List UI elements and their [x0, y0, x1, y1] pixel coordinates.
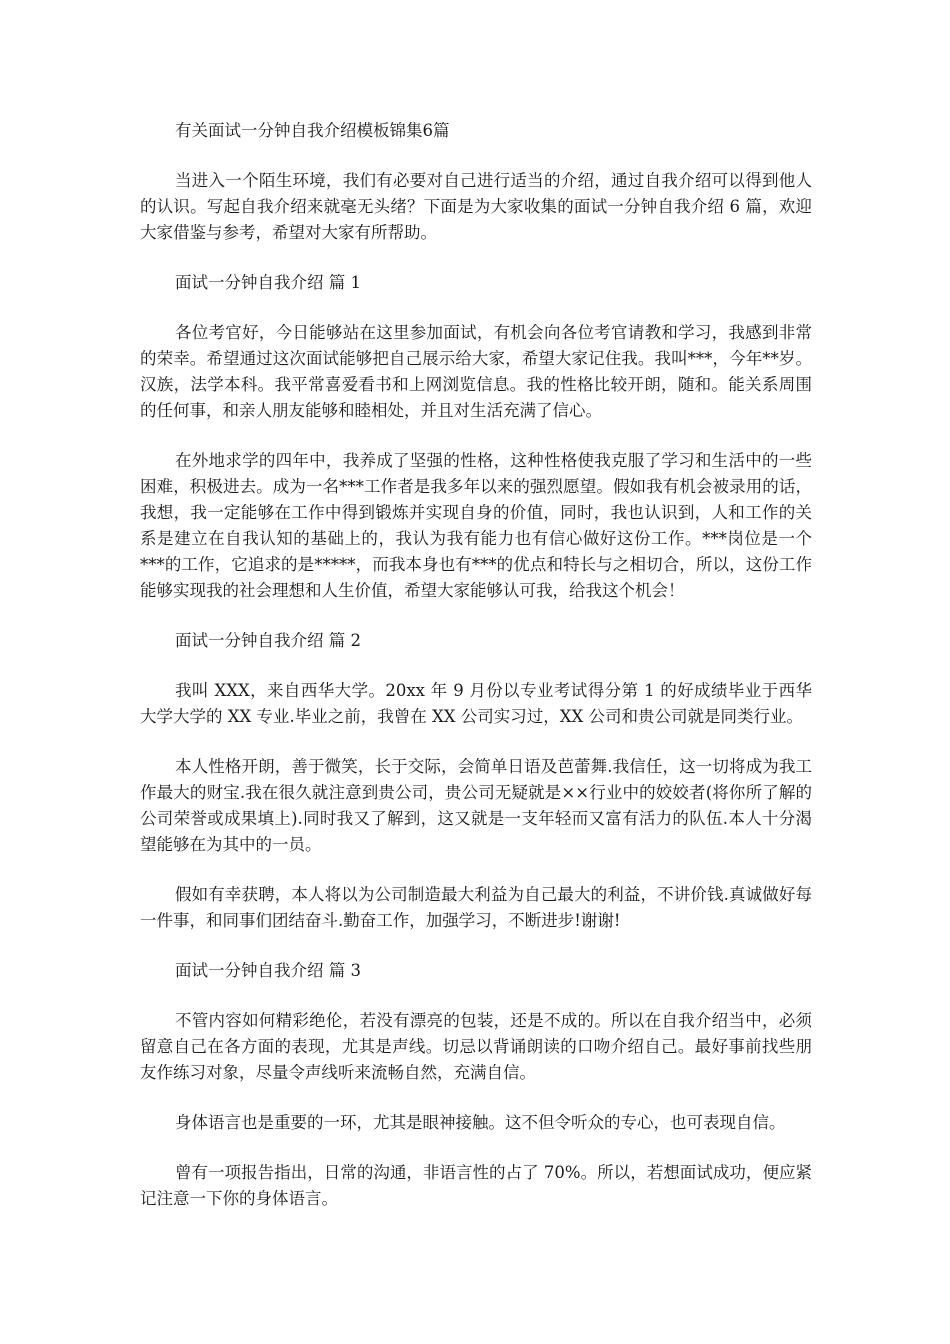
- section-paragraph: 本人性格开朗，善于微笑，长于交际，会简单日语及芭蕾舞.我信任，这一切将成为我工作最大的财宝.我在很久就注意到贵公司，贵公司无疑就是××行业中的姣姣者(将你所了解的公司荣誉或成果填上).同时我又了解到，这又就是一支年轻而又富有活力的队伍.本人十分渴望能够在为其中的一员。: [140, 757, 812, 854]
- section-paragraph: 假如有幸获聘，本人将以为公司制造最大利益为自己最大的利益，不讲价钱.真诚做好每一件事，和同事们团结奋斗.勤奋工作，加强学习，不断进步!谢谢!: [140, 885, 812, 930]
- section-paragraph: 不管内容如何精彩绝伦，若没有漂亮的包装，还是不成的。所以在自我介绍当中，必须留意自己在各方面的表现，尤其是声线。切忌以背诵朗读的口吻介绍自己。最好事前找些朋友作练习对象，尽量令声线听来流畅自然，充满自信。: [140, 1011, 812, 1082]
- section-heading: 面试一分钟自我介绍 篇 1: [175, 273, 361, 292]
- document-title: 有关面试一分钟自我介绍模板锦集6篇: [175, 121, 450, 140]
- section-heading: 面试一分钟自我介绍 篇 3: [175, 961, 361, 980]
- section-3: [140, 958, 812, 1212]
- section-heading: 面试一分钟自我介绍 篇 2: [175, 631, 361, 650]
- section-paragraph: 曾有一项报告指出，日常的沟通，非语言性的占了 70%。所以，若想面试成功，便应紧记注意一下你的身体语言。: [140, 1163, 812, 1208]
- section-paragraph: 我叫 XXX，来自西华大学。20xx 年 9 月份以专业考试得分第 1 的好成绩毕业于西华大学大学的 XX 专业.毕业之前，我曾在 XX 公司实习过，XX 公司和贵公司就是同类行业。: [140, 681, 812, 726]
- section-paragraph: 在外地求学的四年中，我养成了坚强的性格，这种性格使我克服了学习和生活中的一些困难，积极进去。成为一名***工作者是我多年以来的强烈愿望。假如我有机会被录用的话，我想，我一定能够在工作中得到锻炼并实现自身的价值，同时，我也认识到，人和工作的关系是建立在自我认知的基础上的，我认为我有能力也有信心做好这份工作。***岗位是一个***的工作，它追求的是*****，而我本身也有***的优点和特长与之相切合，所以，这份工作能够实现我的社会理想和人生价值，希望大家能够认可我，给我这个机会！: [140, 451, 812, 600]
- section-1: [140, 270, 812, 604]
- section-2: [140, 628, 812, 934]
- intro-paragraph: 当进入一个陌生环境，我们有必要对自己进行适当的介绍，通过自我介绍可以得到他人的认识。写起自我介绍来就毫无头绪？下面是为大家收集的面试一分钟自我介绍 6 篇，欢迎大家借鉴与参考，希望对大家有所帮助。: [140, 171, 812, 242]
- section-paragraph: 身体语言也是重要的一环，尤其是眼神接触。这不但令听众的专心，也可表现自信。: [175, 1113, 786, 1132]
- document-page: [140, 118, 812, 1236]
- section-paragraph: 各位考官好，今日能够站在这里参加面试，有机会向各位考官请教和学习，我感到非常的荣幸。希望通过这次面试能够把自己展示给大家，希望大家记住我。我叫***，今年**岁。汉族，法学本科。我平常喜爱看书和上网浏览信息。我的性格比较开朗，随和。能关系周围的任何事，和亲人朋友能够和睦相处，并且对生活充满了信心。: [140, 323, 812, 420]
